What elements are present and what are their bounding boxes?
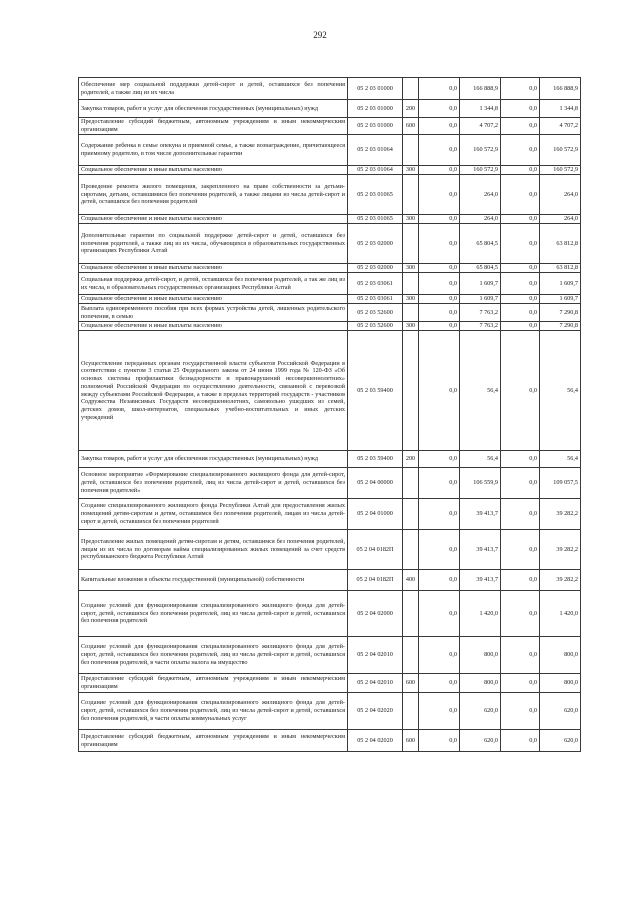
row-name: Социальная поддержка детей-сирот, и детей, оставшихся без попечения родителей, а так же лиц из их числа, в образовательных государственных организациях Республики Алтай <box>79 273 348 295</box>
table-body <box>79 78 581 752</box>
table-row <box>79 175 581 215</box>
row-value-4: 620,0 <box>540 730 581 752</box>
table-row <box>79 118 581 135</box>
row-code: 05 2 03 02000 <box>348 264 403 273</box>
row-code: 05 2 04 02020 <box>348 693 403 730</box>
row-value-4: 109 057,5 <box>540 468 581 499</box>
row-value-1: 0,0 <box>419 637 460 674</box>
row-name: Социальное обеспечение и иные выплаты населению <box>79 295 348 304</box>
table-row <box>79 693 581 730</box>
row-value-2: 1 344,8 <box>460 100 501 118</box>
row-value-4: 7 290,8 <box>540 304 581 322</box>
row-value-4: 39 282,2 <box>540 570 581 591</box>
row-value-1: 0,0 <box>419 273 460 295</box>
row-value-4: 7 290,8 <box>540 322 581 331</box>
row-value-1: 0,0 <box>419 499 460 530</box>
row-value-1: 0,0 <box>419 100 460 118</box>
table-row <box>79 591 581 637</box>
row-name: Выплата единовременного пособия при всех формах устройства детей, лишенных родительского попечения, в семью <box>79 304 348 322</box>
table-row <box>79 331 581 451</box>
row-expense-type <box>403 468 419 499</box>
row-value-1: 0,0 <box>419 570 460 591</box>
row-value-1: 0,0 <box>419 331 460 451</box>
row-value-3: 0,0 <box>501 295 540 304</box>
row-expense-type <box>403 304 419 322</box>
row-name: Социальное обеспечение и иные выплаты населению <box>79 322 348 331</box>
row-expense-type: 600 <box>403 730 419 752</box>
row-value-4: 39 282,2 <box>540 499 581 530</box>
row-value-1: 0,0 <box>419 264 460 273</box>
row-value-1: 0,0 <box>419 591 460 637</box>
table-row <box>79 304 581 322</box>
row-value-3: 0,0 <box>501 637 540 674</box>
row-value-2: 166 888,9 <box>460 78 501 100</box>
row-value-2: 620,0 <box>460 730 501 752</box>
table-row <box>79 674 581 693</box>
row-expense-type: 600 <box>403 118 419 135</box>
row-value-1: 0,0 <box>419 530 460 570</box>
row-value-3: 0,0 <box>501 224 540 264</box>
table-row <box>79 100 581 118</box>
row-value-2: 39 413,7 <box>460 499 501 530</box>
row-name: Проведение ремонта жилого помещения, закрепленного на праве собственности за детьми-сиротами, детьми, оставшимися без попечения родителей, а также лицами из числа детей-сирот и детей, оставшихся без попечения родителей <box>79 175 348 215</box>
table-row <box>79 295 581 304</box>
budget-table <box>78 77 581 752</box>
row-name: Создание условий для функционирования специализированного жилищного фонда для детей-сирот, детей, оставшихся без попечения родителей, лиц из числа детей-сирот и детей, оставшихся без попечения родителей <box>79 591 348 637</box>
row-value-1: 0,0 <box>419 304 460 322</box>
row-expense-type <box>403 331 419 451</box>
row-value-3: 0,0 <box>501 674 540 693</box>
row-expense-type <box>403 175 419 215</box>
row-value-2: 1 609,7 <box>460 273 501 295</box>
row-value-4: 1 609,7 <box>540 295 581 304</box>
row-name: Содержание ребенка в семье опекуна и приемной семье, а также вознаграждение, причитающееся приемному родителю, в том числе дополнительные гарантии <box>79 135 348 166</box>
row-code: 05 2 03 01064 <box>348 166 403 175</box>
row-value-1: 0,0 <box>419 175 460 215</box>
row-value-3: 0,0 <box>501 730 540 752</box>
row-code: 05 2 03 01000 <box>348 118 403 135</box>
row-value-1: 0,0 <box>419 118 460 135</box>
row-code: 05 2 04 0182П <box>348 570 403 591</box>
row-value-1: 0,0 <box>419 451 460 468</box>
row-expense-type <box>403 591 419 637</box>
row-name: Социальное обеспечение и иные выплаты населению <box>79 264 348 273</box>
row-value-3: 0,0 <box>501 273 540 295</box>
row-code: 05 2 04 02020 <box>348 730 403 752</box>
row-code: 05 2 04 0182П <box>348 530 403 570</box>
row-expense-type: 400 <box>403 570 419 591</box>
row-value-4: 4 707,2 <box>540 118 581 135</box>
row-value-1: 0,0 <box>419 135 460 166</box>
table-row <box>79 570 581 591</box>
row-value-2: 264,0 <box>460 175 501 215</box>
row-name: Предоставление жилых помещений детям-сиротам и детям, оставшимся без попечения родителей, лицам из их числа по договорам найма специализированных жилых помещений за счет средств республиканского бюджета Республики Алтай <box>79 530 348 570</box>
row-name: Предоставление субсидий бюджетным, автономным учреждениям и иным некоммерческим организациям <box>79 730 348 752</box>
row-value-3: 0,0 <box>501 78 540 100</box>
row-name: Предоставление субсидий бюджетным, автономным учреждениям и иным некоммерческим организациям <box>79 674 348 693</box>
row-value-3: 0,0 <box>501 322 540 331</box>
row-value-4: 160 572,9 <box>540 135 581 166</box>
table-row <box>79 730 581 752</box>
row-code: 05 2 04 00000 <box>348 468 403 499</box>
row-value-3: 0,0 <box>501 451 540 468</box>
table-row <box>79 322 581 331</box>
row-expense-type: 600 <box>403 674 419 693</box>
row-name: Социальное обеспечение и иные выплаты населению <box>79 166 348 175</box>
page-number: 292 <box>313 30 327 40</box>
row-value-4: 166 888,9 <box>540 78 581 100</box>
row-name: Создание условий для функционирования специализированного жилищного фонда для детей-сирот, детей, оставшихся без попечения родителей, лиц из числа детей-сирот и детей, оставшихся без попечения родителей, в части оплаты налога на имущество <box>79 637 348 674</box>
row-code: 05 2 03 59400 <box>348 451 403 468</box>
row-code: 05 2 04 02010 <box>348 637 403 674</box>
row-name: Создание условий для функционирования специализированного жилищного фонда для детей-сирот, детей, оставшихся без попечения родителей, лиц из числа детей-сирот и детей, оставшихся без попечения родителей, в части оплаты коммунальных услуг <box>79 693 348 730</box>
row-code: 05 2 04 02010 <box>348 674 403 693</box>
row-value-1: 0,0 <box>419 730 460 752</box>
table-row <box>79 530 581 570</box>
row-value-4: 620,0 <box>540 693 581 730</box>
row-code: 05 2 03 03061 <box>348 295 403 304</box>
row-value-3: 0,0 <box>501 468 540 499</box>
row-name: Социальное обеспечение и иные выплаты населению <box>79 215 348 224</box>
row-value-3: 0,0 <box>501 264 540 273</box>
row-expense-type <box>403 273 419 295</box>
row-value-2: 800,0 <box>460 637 501 674</box>
row-expense-type <box>403 499 419 530</box>
row-expense-type: 300 <box>403 215 419 224</box>
row-expense-type: 300 <box>403 166 419 175</box>
row-value-4: 264,0 <box>540 215 581 224</box>
row-value-2: 160 572,9 <box>460 135 501 166</box>
row-value-2: 39 413,7 <box>460 530 501 570</box>
table-row <box>79 637 581 674</box>
row-code: 05 2 03 52600 <box>348 304 403 322</box>
table-row <box>79 224 581 264</box>
row-expense-type: 300 <box>403 322 419 331</box>
row-value-4: 800,0 <box>540 674 581 693</box>
table-row <box>79 135 581 166</box>
row-expense-type <box>403 637 419 674</box>
row-value-2: 56,4 <box>460 331 501 451</box>
row-expense-type: 300 <box>403 264 419 273</box>
row-value-2: 4 707,2 <box>460 118 501 135</box>
row-value-1: 0,0 <box>419 322 460 331</box>
row-value-2: 56,4 <box>460 451 501 468</box>
row-value-2: 800,0 <box>460 674 501 693</box>
row-value-2: 1 609,7 <box>460 295 501 304</box>
row-expense-type: 300 <box>403 295 419 304</box>
table-row <box>79 451 581 468</box>
table-row <box>79 499 581 530</box>
row-value-2: 65 804,5 <box>460 264 501 273</box>
row-code: 05 2 03 01064 <box>348 135 403 166</box>
table-row <box>79 166 581 175</box>
row-value-4: 1 344,8 <box>540 100 581 118</box>
row-value-3: 0,0 <box>501 530 540 570</box>
row-value-1: 0,0 <box>419 224 460 264</box>
row-value-3: 0,0 <box>501 100 540 118</box>
row-value-1: 0,0 <box>419 78 460 100</box>
row-name: Дополнительные гарантии по социальной поддержке детей-сирот и детей, оставшихся без попечения родителей, а также лиц из их числа, обучающихся в образовательных государственных организациях Республики Алтай <box>79 224 348 264</box>
row-value-3: 0,0 <box>501 304 540 322</box>
row-value-4: 1 609,7 <box>540 273 581 295</box>
row-expense-type <box>403 78 419 100</box>
table-row <box>79 273 581 295</box>
row-value-3: 0,0 <box>501 166 540 175</box>
row-expense-type: 200 <box>403 100 419 118</box>
row-name: Закупка товаров, работ и услуг для обеспечения государственных (муниципальных) нужд <box>79 100 348 118</box>
row-value-1: 0,0 <box>419 295 460 304</box>
table-row <box>79 264 581 273</box>
row-value-1: 0,0 <box>419 166 460 175</box>
row-value-3: 0,0 <box>501 175 540 215</box>
row-value-2: 106 559,9 <box>460 468 501 499</box>
row-value-2: 39 413,7 <box>460 570 501 591</box>
row-code: 05 2 04 01000 <box>348 499 403 530</box>
row-code: 05 2 04 02000 <box>348 591 403 637</box>
row-value-3: 0,0 <box>501 135 540 166</box>
row-value-2: 1 420,0 <box>460 591 501 637</box>
row-expense-type <box>403 530 419 570</box>
row-name: Создание специализированного жилищного фонда Республики Алтай для предоставления жилых помещений детям-сиротам и детям, оставшимся без попечения родителей, лицам из числа детей-сирот и детей, оставшихся без попечения родителей <box>79 499 348 530</box>
table-row <box>79 215 581 224</box>
row-expense-type <box>403 135 419 166</box>
row-expense-type: 200 <box>403 451 419 468</box>
row-value-2: 7 763,2 <box>460 322 501 331</box>
row-value-1: 0,0 <box>419 674 460 693</box>
row-value-4: 800,0 <box>540 637 581 674</box>
row-code: 05 2 03 01000 <box>348 78 403 100</box>
row-value-4: 39 282,2 <box>540 530 581 570</box>
row-value-3: 0,0 <box>501 331 540 451</box>
table-row <box>79 468 581 499</box>
row-value-4: 264,0 <box>540 175 581 215</box>
row-value-3: 0,0 <box>501 591 540 637</box>
row-code: 05 2 03 02000 <box>348 224 403 264</box>
row-value-3: 0,0 <box>501 570 540 591</box>
row-code: 05 2 03 59400 <box>348 331 403 451</box>
row-value-3: 0,0 <box>501 118 540 135</box>
row-value-4: 56,4 <box>540 451 581 468</box>
row-value-2: 264,0 <box>460 215 501 224</box>
row-value-2: 620,0 <box>460 693 501 730</box>
row-name: Основное мероприятие «Формирование специализированного жилищного фонда для детей-сирот, детей, оставшихся без попечения родителей, лиц из числа детей-сирот и детей, оставшихся без попечения родителей» <box>79 468 348 499</box>
row-value-4: 63 812,8 <box>540 264 581 273</box>
row-name: Капитальные вложения в объекты государственной (муниципальной) собственности <box>79 570 348 591</box>
row-value-2: 65 804,5 <box>460 224 501 264</box>
row-value-4: 56,4 <box>540 331 581 451</box>
row-value-4: 160 572,9 <box>540 166 581 175</box>
row-value-4: 63 812,8 <box>540 224 581 264</box>
row-value-4: 1 420,0 <box>540 591 581 637</box>
row-code: 05 2 03 03061 <box>348 273 403 295</box>
table-row <box>79 78 581 100</box>
row-name: Закупка товаров, работ и услуг для обеспечения государственных (муниципальных) нужд <box>79 451 348 468</box>
row-value-3: 0,0 <box>501 693 540 730</box>
row-code: 05 2 03 01065 <box>348 215 403 224</box>
row-value-2: 7 763,2 <box>460 304 501 322</box>
row-value-1: 0,0 <box>419 693 460 730</box>
row-value-1: 0,0 <box>419 468 460 499</box>
row-expense-type <box>403 693 419 730</box>
row-name: Осуществление переданных органам государственной власти субъектов Российской Федерации в соответствии с пунктом 3 статьи 25 Федерального закона от 24 июня 1999 года № 120-ФЗ «Об основах системы профилактики безнадзорности и правонарушений несовершеннолетних» полномочий Российской Федерации по осуществлению деятельности, связанной с перевозкой между субъектами Российской Федерации, а также в пределах территорий государств - участников Содружества Независимых Государств несовершеннолетних, самовольно ушедших из семей, детских домов, школ-интернатов, специальных учебно-воспитательных и иных детских учреждений <box>79 331 348 451</box>
row-value-3: 0,0 <box>501 499 540 530</box>
row-name: Обеспечение мер социальной поддержки детей-сирот и детей, оставшихся без попечения родителей, а также лиц из их числа <box>79 78 348 100</box>
row-name: Предоставление субсидий бюджетным, автономным учреждениям и иным некоммерческим организациям <box>79 118 348 135</box>
row-value-2: 160 572,9 <box>460 166 501 175</box>
row-code: 05 2 03 01065 <box>348 175 403 215</box>
row-value-1: 0,0 <box>419 215 460 224</box>
row-value-3: 0,0 <box>501 215 540 224</box>
row-code: 05 2 03 52600 <box>348 322 403 331</box>
row-expense-type <box>403 224 419 264</box>
row-code: 05 2 03 01000 <box>348 100 403 118</box>
